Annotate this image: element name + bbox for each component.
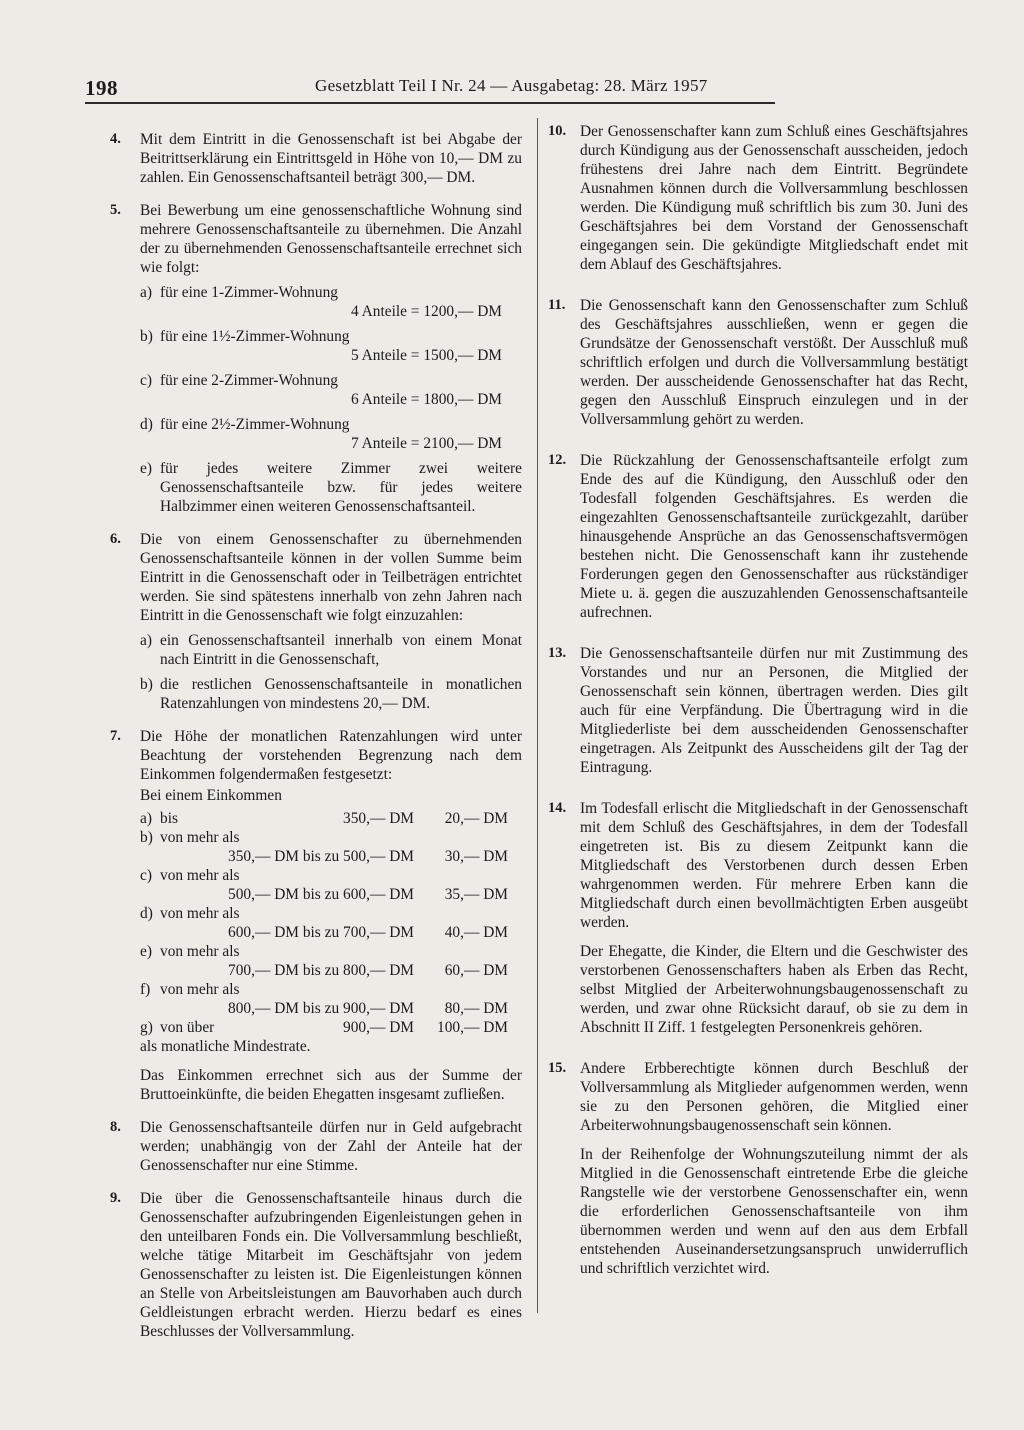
row-letter: e) [140,943,152,960]
sub-letter: c) [140,372,152,389]
section-text: Die Rückzahlung der Genossenschaftsanteile erfolgt zum Ende des auf die Kündigung, den Ausschluß oder den Todesfall folgenden Geschäftsjahres. Es werden die eingezahlten Genossenschaftsanteile zurückgezahlt, darüber hinausgehende Ansprüche an das Genossenschaftsvermögen bestehen nicht. Die Genossenschaft kann ihr zustehende Forderungen gegen den Genossenschafter aus rückständiger Miete u. ä. gegen die auszuzahlenden Genossenschaftsanteile aufrechnen. [580,452,968,621]
section-15 [548,1059,968,1278]
sub-letter: e) [140,460,152,477]
section-12 [548,451,968,622]
row-label: von mehr als [160,867,240,884]
section-11 [548,296,968,429]
sub-item [140,459,522,516]
table-row [140,923,522,942]
header-rule [85,102,775,104]
section-text: Die über die Genossenschaftsanteile hinaus durch die Genossenschafter aufzubringenden Eigenleistungen gehen in den unteilbaren Fonds ein. Die Vollversammlung beschließt, welche tätige Mitarbeit im Geschäftsjahr von jedem Genossenschafter zu leisten ist. Die Eigenleistungen können an Stelle von Arbeitsleistungen am Bauvorhaben auch durch Geldleistungen erbracht werden. Hierzu bedarf es eines Beschlusses der Vollversammlung. [140,1190,522,1340]
row-range: 800,— DM bis zu 900,— DM [228,1000,414,1017]
row-rate: 20,— DM [444,810,508,827]
row-letter: a) [140,810,152,827]
table-row [140,847,522,866]
section-text: Der Genossenschafter kann zum Schluß eines Geschäftsjahres durch Kündigung aus der Genossenschaft ausscheiden, jedoch frühestens drei Jahre nach dem Eintritt. Begründete Ausnahmen können durch die Vollversammlung beschlossen werden. Die Kündigung muß schriftlich bis zum 30. Juni des Geschäftsjahres bei dem Vorstand der Genossenschaft eingegangen sein. Die gekündigte Mitgliedschaft endet mit dem Ablauf des Geschäftsjahres. [580,123,968,273]
table-row [140,885,522,904]
section-number: 7. [110,728,121,744]
row-range: 700,— DM bis zu 800,— DM [228,962,414,979]
section-number: 5. [110,202,121,218]
sub-text: die restlichen Genossenschaftsanteile in monatlichen Ratenzahlungen von mindestens 20,— DM. [160,676,522,712]
table-row [140,828,522,847]
sub-text: für eine 2-Zimmer-Wohnung [160,372,338,389]
sub-item [140,283,522,321]
table-row [140,999,522,1018]
sub-item [140,371,522,409]
section-8 [110,1118,522,1175]
income-intro: Bei einem Einkommen [140,787,282,804]
section-text: Die Genossenschaftsanteile dürfen nur mit Zustimmung des Vorstandes und nur an Personen, die Mitglied der Genossenschaft sein können, übertragen werden. Dies gilt auch für eine Verpfändung. Die Übertragung wird in die Mitgliederliste bei dem ausscheidenden Genossenschafter eingetragen. Als Zeitpunkt des Ausscheidens gilt der Tag der Eintragung. [580,645,968,776]
section-number: 12. [548,452,567,468]
section-13 [548,644,968,777]
income-note: Das Einkommen errechnet sich aus der Summe der Bruttoeinkünfte, die beiden Ehegatten insgesamt zufließen. [140,1067,522,1103]
row-range: 350,— DM [343,810,414,827]
section-5 [110,201,522,516]
section-text: Mit dem Eintritt in die Genossenschaft ist bei Abgabe der Beitrittserklärung ein Eintrittsgeld in Höhe von 10,— DM zu zahlen. Ein Genossenschaftsanteil beträgt 300,— DM. [140,131,522,186]
row-range: 350,— DM bis zu 500,— DM [228,848,414,865]
table-row [140,809,522,828]
table-row [140,866,522,885]
section-number: 10. [548,123,567,139]
section-number: 6. [110,531,121,547]
section-text: Andere Erbberechtigte können durch Beschluß der Vollversammlung als Mitglieder aufgenommen werden, wenn sie zu den Personen gehören, die Mitglied einer Arbeiterwohnungsbaugenossenschaft sein können. [580,1060,968,1134]
section-number: 4. [110,131,121,147]
row-rate: 80,— DM [444,1000,508,1017]
sub-text: für eine 1-Zimmer-Wohnung [160,284,338,301]
section-6 [110,530,522,713]
section-9 [110,1189,522,1341]
row-rate: 60,— DM [444,962,508,979]
row-label: von mehr als [160,981,240,998]
row-range: 900,— DM [343,1019,414,1036]
sub-item [140,327,522,365]
section-text: Im Todesfall erlischt die Mitgliedschaft in der Genossenschaft mit dem Schluß des Geschäftsjahres, in dem der Todesfall eingetreten ist. Bis zu diesem Zeitpunkt kann die Mitgliedschaft des Verstorbenen durch dessen Erben wahrgenommen werden. Für mehrere Erben kann die Mitgliedschaft durch einen bevollmächtigten Erben ausgeübt werden. [580,800,968,931]
row-range: 600,— DM bis zu 700,— DM [228,924,414,941]
sub-value: 4 Anteile = 1200,— DM [350,303,502,320]
section-text: Die Höhe der monatlichen Ratenzahlungen wird unter Beachtung der vorstehenden Begrenzung nach dem Einkommen folgendermaßen festgesetzt: [140,728,522,783]
sub-value: 5 Anteile = 1500,— DM [350,347,502,364]
section-text: Bei Bewerbung um eine genossenschaftliche Wohnung sind mehrere Genossenschaftsanteile zu übernehmen. Die Anzahl der zu übernehmenden Genossenschaftsanteile errechnet sich wie folgt: [140,202,522,276]
sub-text: für eine 1½-Zimmer-Wohnung [160,328,350,345]
sub-value: 7 Anteile = 2100,— DM [350,435,502,452]
row-range: 500,— DM bis zu 600,— DM [228,886,414,903]
right-column [548,122,968,1292]
row-label: von mehr als [160,829,240,846]
sub-letter: a) [140,284,152,301]
sub-text: ein Genossenschaftsanteil innerhalb von einem Monat nach Eintritt in die Genossenschaft, [160,632,522,668]
section-14 [548,799,968,1037]
section-10 [548,122,968,274]
section-number: 8. [110,1119,121,1135]
section-text-2: Der Ehegatte, die Kinder, die Eltern und die Geschwister des verstorbenen Genossenschafters haben als Erben das Recht, selbst Mitglied der Arbeiterwohnungsbaugenossenschaft zu werden, und zwar ohne Rücksicht darauf, ob sie zu dem in Abschnitt II Ziff. 1 festgelegten Personenkreis gehören. [580,943,968,1036]
sub-letter: b) [140,676,153,693]
left-column [110,130,522,1355]
table-row [140,942,522,961]
table-row [140,980,522,999]
section-4 [110,130,522,187]
table-row [140,1018,522,1037]
row-label: bis [160,810,178,827]
sub-letter: a) [140,632,152,649]
row-letter: g) [140,1019,153,1036]
row-rate: 35,— DM [444,886,508,903]
section-number: 15. [548,1060,567,1076]
row-letter: d) [140,905,153,922]
sub-text: für eine 2½-Zimmer-Wohnung [160,416,350,433]
row-letter: b) [140,829,153,846]
sub-letter: b) [140,328,153,345]
section-text: Die Genossenschaft kann den Genossenschafter zum Schluß des Geschäftsjahres ausschließen, wenn er gegen die Grundsätze der Genossenschaft verstößt. Der Ausschluß muß schriftlich erfolgen und durch die Vollversammlung bestätigt werden. Der ausscheidende Genossenschafter hat das Recht, gegen den Ausschluß Einspruch einzulegen und in der Vollversammlung gehört zu werden. [580,297,968,428]
section-number: 14. [548,800,567,816]
section-text: Die von einem Genossenschafter zu übernehmenden Genossenschaftsanteile können in der vollen Summe beim Eintritt in die Genossenschaft oder in Teilbeträgen entrichtet werden. Sie sind spätestens innerhalb von zehn Jahren nach Eintritt in die Genossenschaft wie folgt einzuzahlen: [140,531,522,624]
section-number: 11. [548,297,566,313]
table-row [140,904,522,923]
sub-letter: d) [140,416,153,433]
section-text-2: In der Reihenfolge der Wohnungszuteilung nimmt der als Mitglied in die Genossenschaft eintretende Erbe die gleiche Rangstelle wie der verstorbene Genossenschafter ein, wenn die erforderlichen Genossenschaftsanteile von ihm übernommen werden und wenn auf den aus dem Erbfall entstehenden Auseinandersetzungsanspruch unwiderruflich und schriftlich verzichtet wird. [580,1146,968,1277]
sub-value: 6 Anteile = 1800,— DM [350,391,502,408]
header-title: Gesetzblatt Teil I Nr. 24 — Ausgabetag: 28. März 1957 [315,76,708,95]
row-letter: c) [140,867,152,884]
section-number: 13. [548,645,567,661]
sub-text: für jedes weitere Zimmer zwei weitere Genossenschaftsanteile bzw. für jedes weitere Halbzimmer einen weiteren Genossenschaftsanteil. [160,460,522,515]
row-letter: f) [140,981,151,998]
table-row [140,961,522,980]
section-text: Die Genossenschaftsanteile dürfen nur in Geld aufgebracht werden; unabhängig von der Zahl der Anteile hat der Genossenschafter nur eine Stimme. [140,1119,522,1174]
sub-item [140,415,522,453]
row-label: von mehr als [160,905,240,922]
page-number: 198 [85,76,118,100]
column-divider [537,118,538,1313]
income-table [140,809,522,1037]
row-rate: 30,— DM [444,848,508,865]
section-number: 9. [110,1190,121,1206]
section-7 [110,727,522,1104]
income-outro: als monatliche Mindestrate. [140,1038,311,1055]
row-rate: 40,— DM [444,924,508,941]
sub-item [140,631,522,669]
row-rate: 100,— DM [437,1019,508,1036]
row-label: von mehr als [160,943,240,960]
row-label: von über [160,1019,215,1036]
sub-item [140,675,522,713]
